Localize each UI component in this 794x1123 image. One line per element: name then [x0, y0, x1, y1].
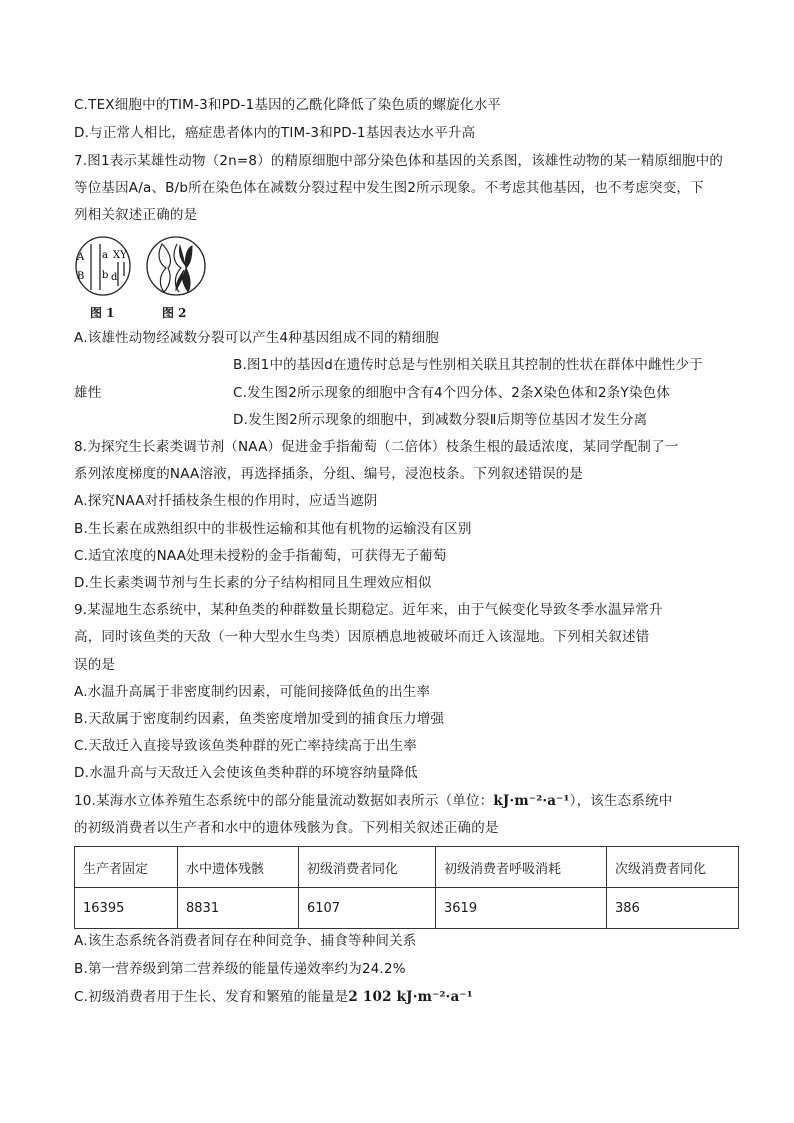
q9-stem-line-1: 9.某湿地生态系统中，某种鱼类的种群数量长期稳定。近年来，由于气候变化导致冬季水温异常升 — [74, 602, 663, 618]
q7-option-b-continuation: 雄性 — [74, 385, 102, 401]
q6-option-c: C.TEX细胞中的TIM-3和PD-1基因的乙酰化降低了染色质的螺旋化水平 — [74, 97, 501, 113]
gene-label-B: B — [77, 271, 85, 282]
table-header-cell: 初级消费者同化 — [299, 847, 436, 888]
q7-option-a: A.该雄性动物经减数分裂可以产生4种基因组成不同的精细胞 — [74, 330, 439, 346]
energy-flow-table — [74, 846, 739, 929]
table-header-cell: 生产者固定 — [75, 847, 178, 888]
chromosome-figure — [74, 234, 214, 320]
q8-option-c: C.适宜浓度的NAA处理未授粉的金手指葡萄，可获得无子葡萄 — [74, 548, 447, 564]
gene-label-A: A — [77, 252, 85, 263]
q10-stem-post: ），该生态系统中 — [569, 793, 673, 809]
gene-label-xy: XY — [113, 250, 127, 261]
fig1-label: 图 1 — [90, 306, 115, 320]
q9-stem-line-3: 误的是 — [74, 657, 116, 673]
q9-stem-line-2: 高，同时该鱼类的天敌（一种大型水生鸟类）因原栖息地被破坏而迁入该湿地。下列相关叙述错 — [74, 629, 650, 645]
q7-stem-line-1: 7.图1表示某雄性动物（2n=8）的精原细胞中部分染色体和基因的关系图，该雄性动物的某一精原细胞中的 — [74, 153, 724, 169]
gene-label-b: b — [102, 270, 109, 281]
fig2-chromosome-left — [159, 244, 170, 292]
table-header-cell: 初级消费者呼吸消耗 — [436, 847, 607, 888]
q7-option-b: B.图1中的基因d在遗传时总是与性别相关联且其控制的性状在群体中雌性少于 — [233, 357, 703, 373]
q10-unit: kJ·m⁻²·a⁻¹ — [493, 793, 570, 809]
q7-stem-line-2: 等位基因A/a、B/b所在染色体在减数分裂过程中发生图2所示现象。不考虑其他基因，也不考虑突变，下 — [74, 180, 704, 196]
q9-option-a: A.水温升高属于非密度制约因素，可能间接降低鱼的出生率 — [74, 684, 431, 700]
q10-stem-pre: 10.某海水立体养殖生态系统中的部分能量流动数据如表所示（单位： — [74, 793, 494, 809]
q6-option-d: D.与正常人相比，癌症患者体内的TIM-3和PD-1基因表达水平升高 — [74, 125, 476, 141]
table-header-cell: 次级消费者同化 — [607, 847, 739, 888]
table-cell: 8831 — [178, 888, 299, 929]
table-cell: 16395 — [75, 888, 178, 929]
q8-stem-line-1: 8.为探究生长素类调节剂（NAA）促进金手指葡萄（二倍体）枝条生根的最适浓度，某同学配制了一 — [74, 439, 679, 455]
table-cell: 3619 — [436, 888, 607, 929]
q9-option-c: C.天敌迁入直接导致该鱼类种群的死亡率持续高于出生率 — [74, 738, 417, 754]
q10-option-c-text: C.初级消费者用于生长、发育和繁殖的能量是 — [74, 989, 349, 1005]
fig2-label: 图 2 — [162, 306, 187, 320]
q7-option-d: D.发生图2所示现象的细胞中，到减数分裂Ⅱ后期等位基因才发生分离 — [233, 412, 648, 428]
q10-stem-line-2: 的初级消费者以生产者和水中的遗体残骸为食。下列相关叙述正确的是 — [74, 820, 499, 836]
q9-option-b: B.天敌属于密度制约因素，鱼类密度增加受到的捕食压力增强 — [74, 711, 445, 727]
q10-stem-line-1 — [74, 792, 672, 810]
q9-option-d: D.水温升高与天敌迁入会使该鱼类种群的环境容纳量降低 — [74, 765, 418, 781]
table-header-cell: 水中遗体残骸 — [178, 847, 299, 888]
q10-option-a: A.该生态系统各消费者间存在种间竞争、捕食等种间关系 — [74, 933, 417, 949]
fig1-cell-outline — [76, 237, 130, 295]
q7-stem-line-3: 列相关叙述正确的是 — [74, 207, 198, 223]
fig2-chromosome-crossing — [176, 246, 192, 292]
gene-label-d: d — [111, 272, 118, 283]
q8-stem-line-2: 系列浓度梯度的NAA溶液，再选择插条，分组、编号，浸泡枝条。下列叙述错误的是 — [74, 466, 584, 482]
q10-option-b: B.第一营养级到第二营养级的能量传递效率约为24.2% — [74, 961, 406, 977]
q8-option-b: B.生长素在成熟组织中的非极性运输和其他有机物的运输没有区别 — [74, 521, 472, 537]
q10-option-c-value: 2 102 kJ·m⁻²·a⁻¹ — [348, 989, 473, 1005]
q8-option-a: A.探究NAA对扦插枝条生根的作用时，应适当遮阴 — [74, 493, 378, 509]
q8-option-d: D.生长素类调节剂与生长素的分子结构相同且生理效应相似 — [74, 575, 432, 591]
q10-option-c — [74, 988, 473, 1006]
table-header-row — [75, 847, 739, 888]
table-row — [75, 888, 739, 929]
q7-option-c: C.发生图2所示现象的细胞中含有4个四分体、2条X染色体和2条Y染色体 — [233, 385, 671, 401]
table-cell: 6107 — [299, 888, 436, 929]
gene-label-a: a — [102, 250, 108, 261]
table-cell: 386 — [607, 888, 739, 929]
